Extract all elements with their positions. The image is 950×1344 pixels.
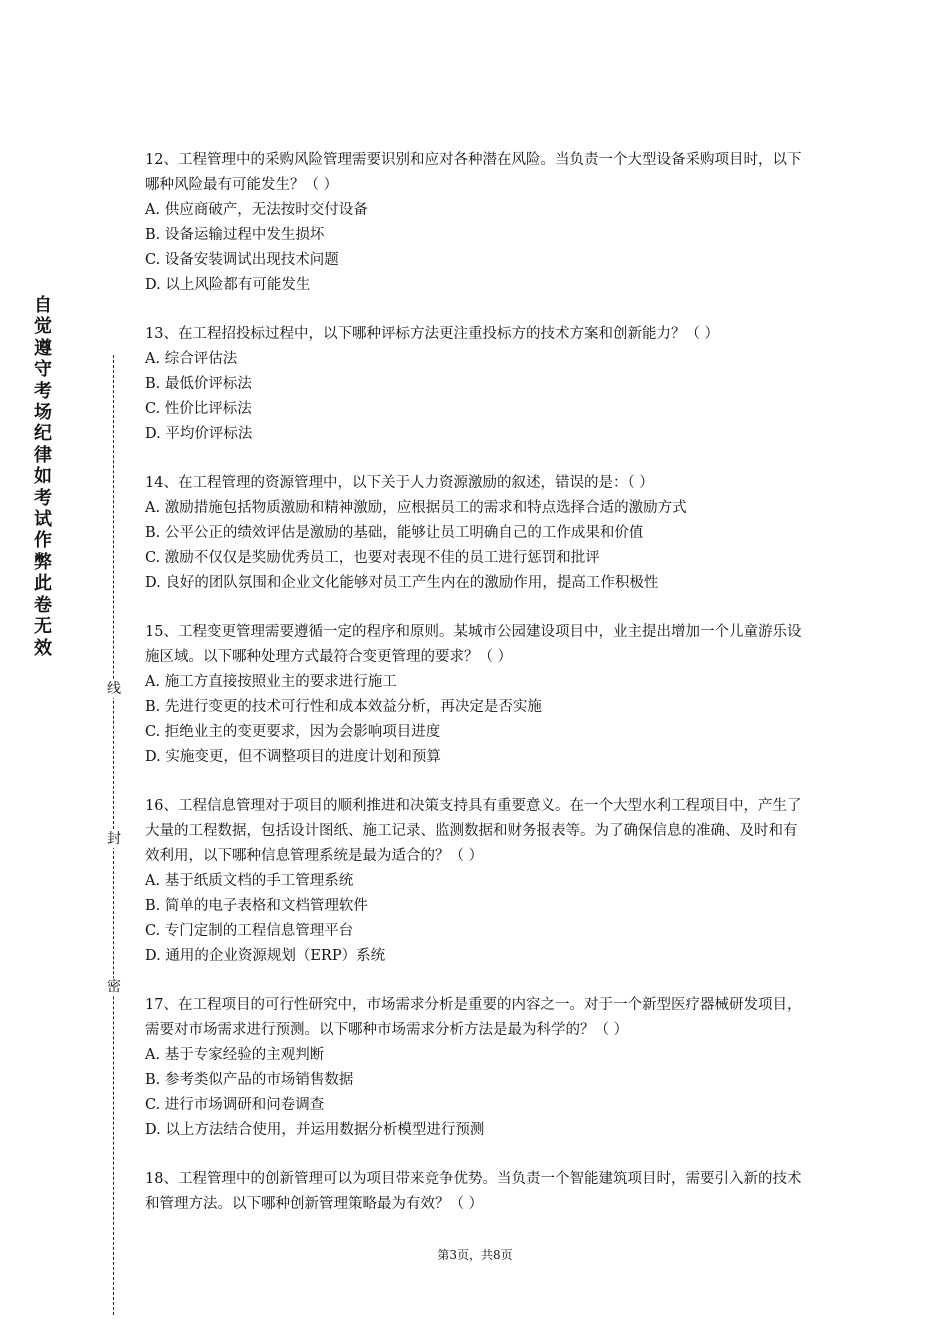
option-d: D. 通用的企业资源规划（ERP）系统	[145, 948, 386, 964]
question-list	[145, 148, 810, 1241]
question-stem: 13、在工程招投标过程中，以下哪种评标方法更注重投标方的技术方案和创新能力？（ ）	[145, 326, 720, 342]
side-notice: 自觉遵守考场纪律如考试作弊此卷无效	[34, 295, 52, 659]
option-a: A. 基于专家经验的主观判断	[145, 1047, 325, 1063]
question-stem: 14、在工程管理的资源管理中，以下关于人力资源激励的叙述，错误的是：（ ）	[145, 475, 654, 491]
option-c: C. 激励不仅仅是奖励优秀员工，也要对表现不佳的员工进行惩罚和批评	[145, 550, 600, 566]
question-stem: 16、工程信息管理对于项目的顺利推进和决策支持具有重要意义。在一个大型水利工程项目中，产生了大量的工程数据，包括设计图纸、施工记录、监测数据和财务报表等。为了确保信息的准确、及时和有效利用，以下哪种信息管理系统是最为适合的？（ ）	[145, 798, 802, 864]
question-stem: 17、在工程项目的可行性研究中，市场需求分析是重要的内容之一。对于一个新型医疗器械研发项目，需要对市场需求进行预测。以下哪种市场需求分析方法是最为科学的？（ ）	[145, 997, 802, 1038]
option-a: A. 施工方直接按照业主的要求进行施工	[145, 674, 397, 690]
binding-mark-line: 线	[104, 680, 124, 698]
option-b: B. 先进行变更的技术可行性和成本效益分析，再决定是否实施	[145, 699, 542, 715]
option-d: D. 实施变更，但不调整项目的进度计划和预算	[145, 749, 441, 765]
option-a: A. 基于纸质文档的手工管理系统	[145, 873, 354, 889]
option-b: B. 参考类似产品的市场销售数据	[145, 1072, 354, 1088]
option-c: C. 进行市场调研和问卷调查	[145, 1097, 325, 1113]
question-stem: 12、工程管理中的采购风险管理需要识别和应对各种潜在风险。当负责一个大型设备采购项目时，以下哪种风险最有可能发生？（ ）	[145, 152, 802, 193]
option-b: B. 简单的电子表格和文档管理软件	[145, 898, 368, 914]
option-b: B. 设备运输过程中发生损坏	[145, 227, 325, 243]
option-b: B. 公平公正的绩效评估是激励的基础，能够让员工明确自己的工作成果和价值	[145, 525, 644, 541]
option-a: A. 激励措施包括物质激励和精神激励，应根据员工的需求和特点选择合适的激励方式	[145, 500, 687, 516]
question-stem: 18、工程管理中的创新管理可以为项目带来竞争优势。当负责一个智能建筑项目时，需要引入新的技术和管理方法。以下哪种创新管理策略最为有效？（ ）	[145, 1171, 802, 1212]
option-c: C. 拒绝业主的变更要求，因为会影响项目进度	[145, 724, 441, 740]
question-14	[145, 471, 810, 596]
question-13	[145, 322, 810, 447]
question-15	[145, 620, 810, 770]
question-stem: 15、工程变更管理需要遵循一定的程序和原则。某城市公园建设项目中，业主提出增加一个儿童游乐设施区域。以下哪种处理方式最符合变更管理的要求？（ ）	[145, 624, 802, 665]
page-number: 第3页，共8页	[437, 1248, 513, 1262]
question-17	[145, 993, 810, 1143]
option-c: C. 设备安装调试出现技术问题	[145, 252, 339, 268]
option-d: D. 良好的团队氛围和企业文化能够对员工产生内在的激励作用，提高工作积极性	[145, 575, 659, 591]
option-d: D. 以上方法结合使用，并运用数据分析模型进行预测	[145, 1122, 485, 1138]
question-16	[145, 794, 810, 969]
option-d: D. 以上风险都有可能发生	[145, 277, 311, 293]
binding-mark-seal: 封	[104, 830, 124, 848]
question-18	[145, 1167, 810, 1217]
option-c: C. 性价比评标法	[145, 401, 252, 417]
option-d: D. 平均价评标法	[145, 426, 253, 442]
option-b: B. 最低价评标法	[145, 376, 252, 392]
question-12	[145, 148, 810, 298]
binding-mark-secret: 密	[104, 978, 124, 996]
option-a: A. 供应商破产，无法按时交付设备	[145, 202, 368, 218]
option-a: A. 综合评估法	[145, 351, 238, 367]
option-c: C. 专门定制的工程信息管理平台	[145, 923, 354, 939]
